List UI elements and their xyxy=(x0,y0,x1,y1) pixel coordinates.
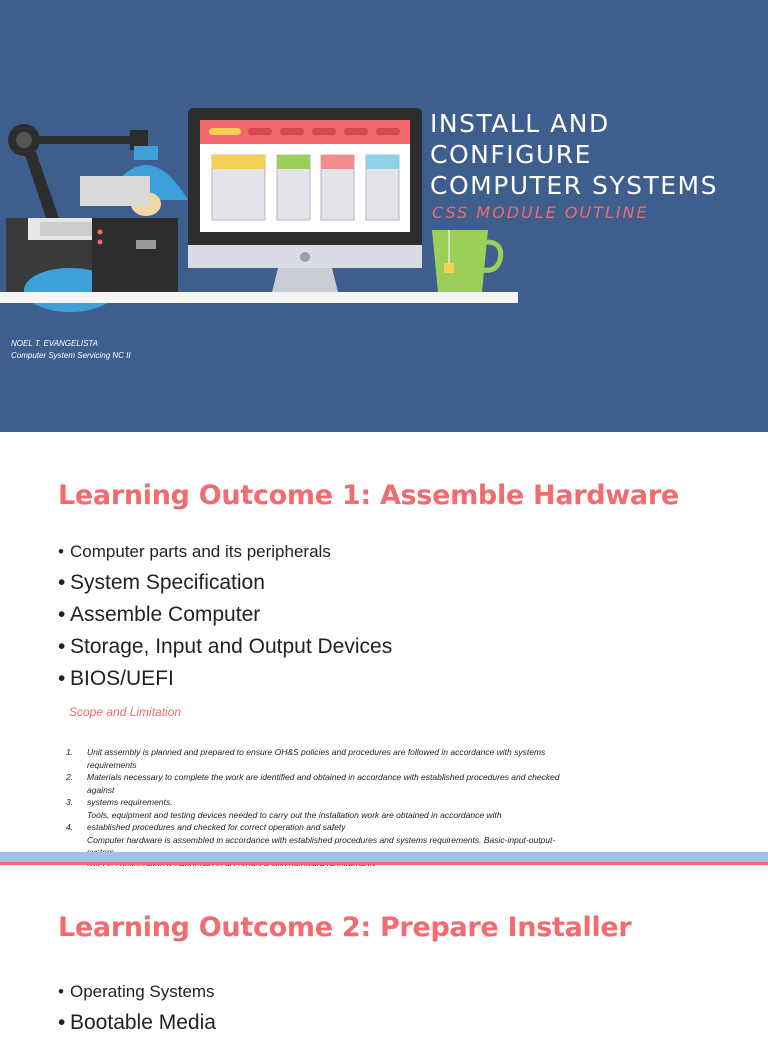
bullet-icon: • xyxy=(58,982,64,1001)
bullet-icon: • xyxy=(58,603,66,626)
list-item: • System Specification xyxy=(58,571,265,594)
bullet-icon: • xyxy=(58,1011,66,1034)
list-item: • Storage, Input and Output Devices xyxy=(58,635,393,658)
title-line-1: INSTALL AND xyxy=(430,109,610,138)
scope-line: against xyxy=(87,784,115,795)
divider-band xyxy=(0,852,768,862)
author-role: Computer System Servicing NC II xyxy=(11,351,131,360)
title-line-2: CONFIGURE xyxy=(430,140,592,169)
monitor-icon xyxy=(188,108,422,292)
title-line-3: COMPUTER SYSTEMS xyxy=(430,171,718,200)
list-item: • Operating Systems xyxy=(58,982,215,1001)
scope-line: 1. Unit assembly is planned and prepared to ensure OH&S policies and procedures are followed in accordance with systems xyxy=(66,747,546,757)
scope-heading: Scope and Limitation xyxy=(69,705,182,719)
bullet-icon: • xyxy=(58,571,66,594)
bullet-icon: • xyxy=(58,635,66,658)
author-block xyxy=(11,338,131,362)
list-item: • Assemble Computer xyxy=(58,603,261,626)
presentation-subtitle: CSS MODULE OUTLINE xyxy=(432,203,649,222)
bullet-icon: • xyxy=(58,542,64,561)
computer-tower-icon xyxy=(92,218,178,294)
tea-mug-icon xyxy=(432,230,501,292)
divider-line xyxy=(0,862,768,865)
learning-outcome-1-slide xyxy=(0,432,768,852)
lo2-title: Learning Outcome 2: Prepare Installer xyxy=(58,912,632,943)
lo2-bullet-list xyxy=(58,982,216,1043)
presentation-title xyxy=(430,108,718,201)
slide-divider xyxy=(0,852,768,866)
scope-line: 3. systems requirements. xyxy=(66,797,173,807)
scope-line: requirements xyxy=(87,759,137,770)
scope-line: 4. established procedures and checked for correct operation and safety xyxy=(66,822,346,832)
bullet-icon: • xyxy=(58,667,66,690)
cover-slide xyxy=(0,0,768,432)
list-item: • Computer parts and its peripherals xyxy=(58,542,331,561)
scope-line: 2. Materials necessary to complete the work are identified and obtained in accordance with established procedures and checked xyxy=(66,772,560,782)
scope-line: Computer hardware is assembled in accordance with established procedures and systems requirements. Basic-input-output- xyxy=(87,834,556,845)
author-name: NOEL T. EVANGELISTA xyxy=(11,339,98,348)
lo1-bullet-list xyxy=(58,542,392,699)
lo1-title: Learning Outcome 1: Assemble Hardware xyxy=(58,480,679,511)
list-item: • Bootable Media xyxy=(58,1011,216,1034)
desk-surface xyxy=(0,292,518,303)
scope-line: Tools, equipment and testing devices needed to carry out the installation work are obtained in accordance with xyxy=(87,809,502,820)
list-item: • BIOS/UEFI xyxy=(58,667,174,690)
learning-outcome-2-slide xyxy=(0,866,768,1034)
